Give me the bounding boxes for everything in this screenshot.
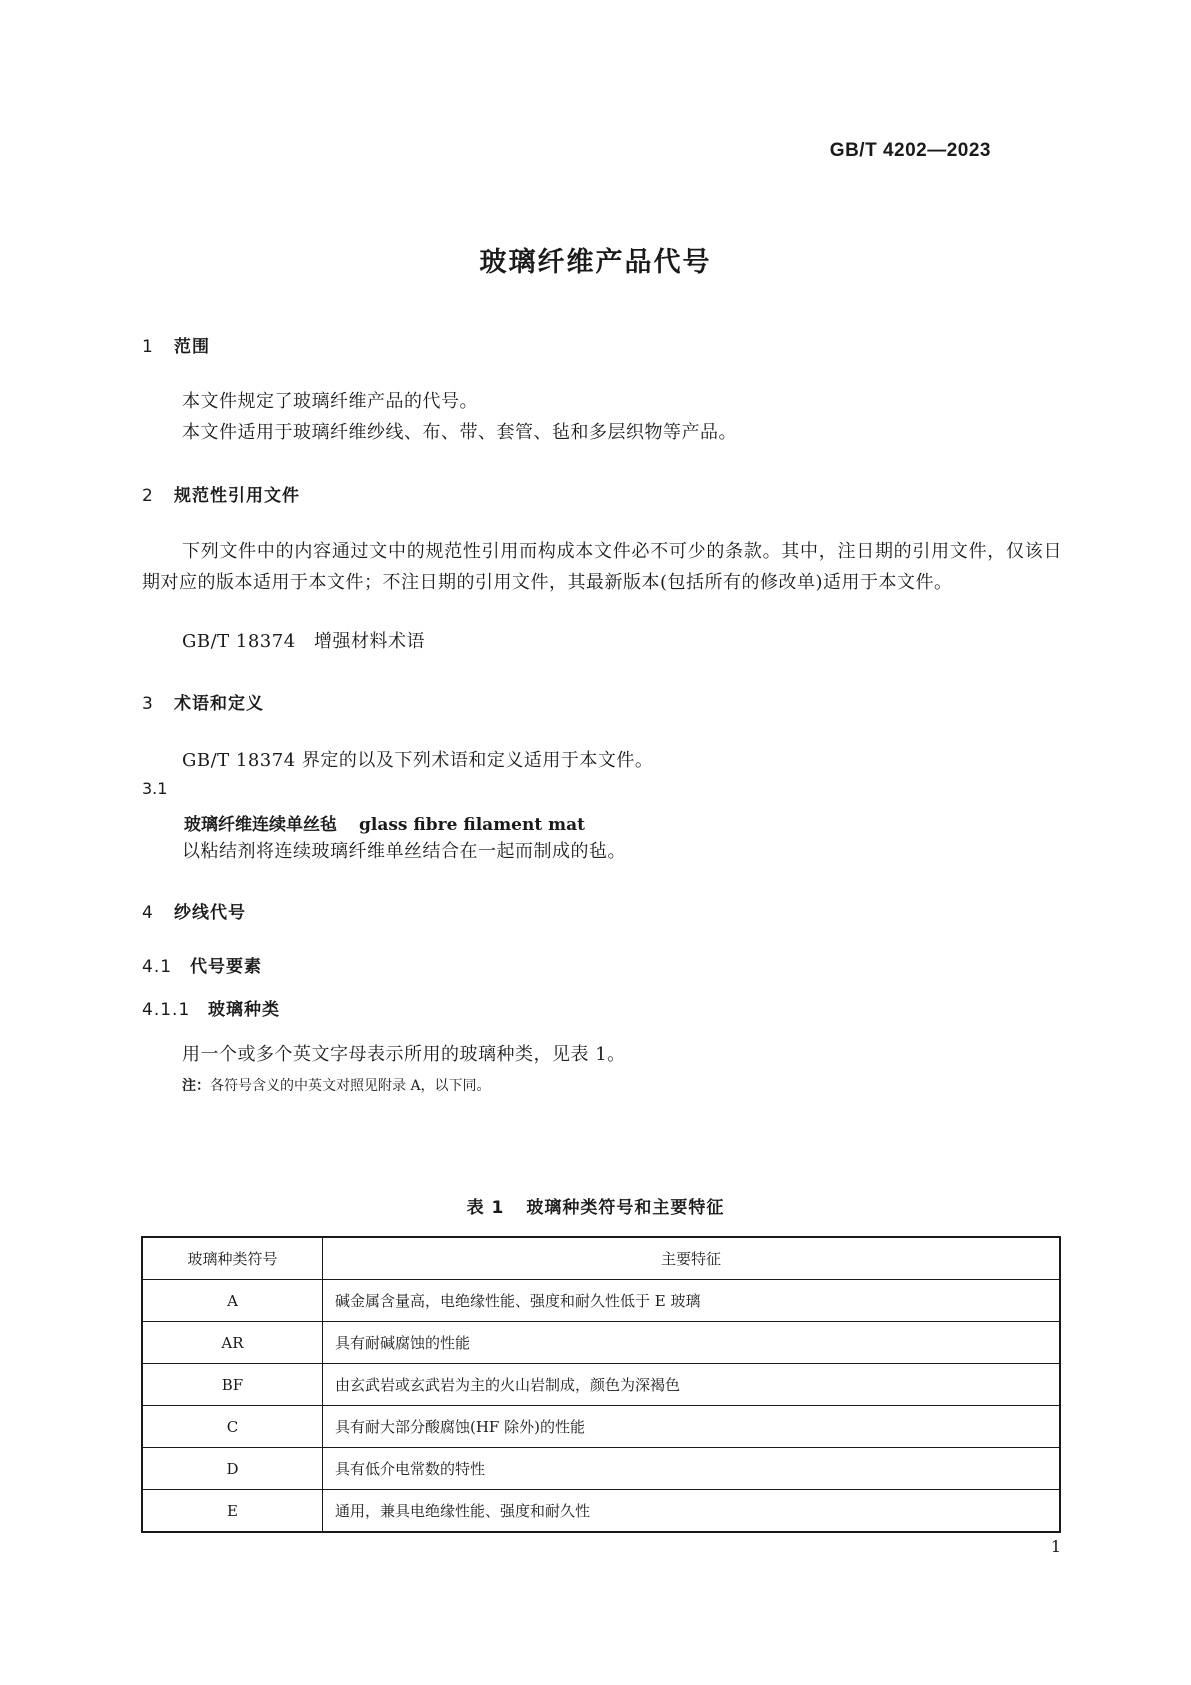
section-title: 代号要素 xyxy=(190,957,262,977)
section-4-1-heading xyxy=(142,952,262,977)
standard-number: GB/T 4202—2023 xyxy=(829,140,991,161)
reference-code: GB/T 18374 xyxy=(182,631,296,652)
section-title: 纱线代号 xyxy=(174,903,246,923)
section-number: 2 xyxy=(142,486,154,506)
table-1-caption xyxy=(0,1193,1191,1218)
glass-type-table xyxy=(141,1236,1061,1533)
section-1-paragraph-2: 本文件适用于玻璃纤维纱线、布、带、套管、毡和多层织物等产品。 xyxy=(182,422,737,443)
column-header-symbol: 玻璃种类符号 xyxy=(142,1237,323,1280)
section-number: 4.1 xyxy=(142,957,173,977)
glass-symbol-cell: C xyxy=(142,1406,323,1448)
section-4-1-1-paragraph: 用一个或多个英文字母表示所用的玻璃种类，见表 1。 xyxy=(182,1044,626,1065)
note-label: 注： xyxy=(182,1078,210,1094)
note xyxy=(182,1075,491,1095)
section-number: 1 xyxy=(142,337,154,357)
section-title: 玻璃种类 xyxy=(208,1000,280,1020)
table-row xyxy=(142,1280,1060,1322)
section-1-paragraph-1: 本文件规定了玻璃纤维产品的代号。 xyxy=(182,391,478,412)
term-name-english: glass fibre filament mat xyxy=(359,815,585,835)
term-name xyxy=(184,810,585,835)
table-row xyxy=(142,1364,1060,1406)
section-title: 术语和定义 xyxy=(174,694,264,714)
reference-title: 增强材料术语 xyxy=(314,631,425,652)
section-title: 规范性引用文件 xyxy=(174,486,300,506)
table-caption-text: 玻璃种类符号和主要特征 xyxy=(526,1198,725,1218)
term-name-chinese: 玻璃纤维连续单丝毡 xyxy=(184,815,337,835)
table-header-row xyxy=(142,1237,1060,1280)
section-4-heading xyxy=(142,898,246,923)
feature-cell: 具有低介电常数的特性 xyxy=(323,1448,1061,1490)
note-text: 各符号含义的中英文对照见附录 A，以下同。 xyxy=(210,1078,491,1094)
table-row xyxy=(142,1322,1060,1364)
term-definition: 以粘结剂将连续玻璃纤维单丝结合在一起而制成的毡。 xyxy=(182,841,626,862)
glass-symbol-cell: E xyxy=(142,1490,323,1533)
section-3-paragraph: GB/T 18374 界定的以及下列术语和定义适用于本文件。 xyxy=(182,750,654,771)
section-2-paragraph: 下列文件中的内容通过文中的规范性引用而构成本文件必不可少的条款。其中，注日期的引用文件，仅该日期对应的版本适用于本文件；不注日期的引用文件，其最新版本(包括所有的修改单)适用于本文件。 xyxy=(142,541,1062,593)
section-1-heading xyxy=(142,332,210,357)
table-caption-number: 表 1 xyxy=(466,1198,505,1218)
section-3-heading xyxy=(142,689,264,714)
section-title: 范围 xyxy=(174,337,210,357)
term-number: 3.1 xyxy=(142,779,168,798)
section-number: 4 xyxy=(142,903,154,923)
glass-symbol-cell: AR xyxy=(142,1322,323,1364)
section-number: 4.1.1 xyxy=(142,1000,191,1020)
table-row xyxy=(142,1448,1060,1490)
table-row xyxy=(142,1490,1060,1533)
feature-cell: 由玄武岩或玄武岩为主的火山岩制成，颜色为深褐色 xyxy=(323,1364,1061,1406)
column-header-feature: 主要特征 xyxy=(323,1237,1061,1280)
glass-symbol-cell: D xyxy=(142,1448,323,1490)
glass-symbol-cell: BF xyxy=(142,1364,323,1406)
table-row xyxy=(142,1406,1060,1448)
document-title: 玻璃纤维产品代号 xyxy=(479,247,712,278)
feature-cell: 具有耐碱腐蚀的性能 xyxy=(323,1322,1061,1364)
feature-cell: 具有耐大部分酸腐蚀(HF 除外)的性能 xyxy=(323,1406,1061,1448)
section-4-1-1-heading xyxy=(142,995,280,1020)
section-number: 3 xyxy=(142,694,154,714)
section-2-heading xyxy=(142,481,300,506)
page-number: 1 xyxy=(1050,1537,1061,1556)
glass-symbol-cell: A xyxy=(142,1280,323,1322)
feature-cell: 通用，兼具电绝缘性能、强度和耐久性 xyxy=(323,1490,1061,1533)
normative-reference xyxy=(182,627,425,653)
feature-cell: 碱金属含量高，电绝缘性能、强度和耐久性低于 E 玻璃 xyxy=(323,1280,1061,1322)
